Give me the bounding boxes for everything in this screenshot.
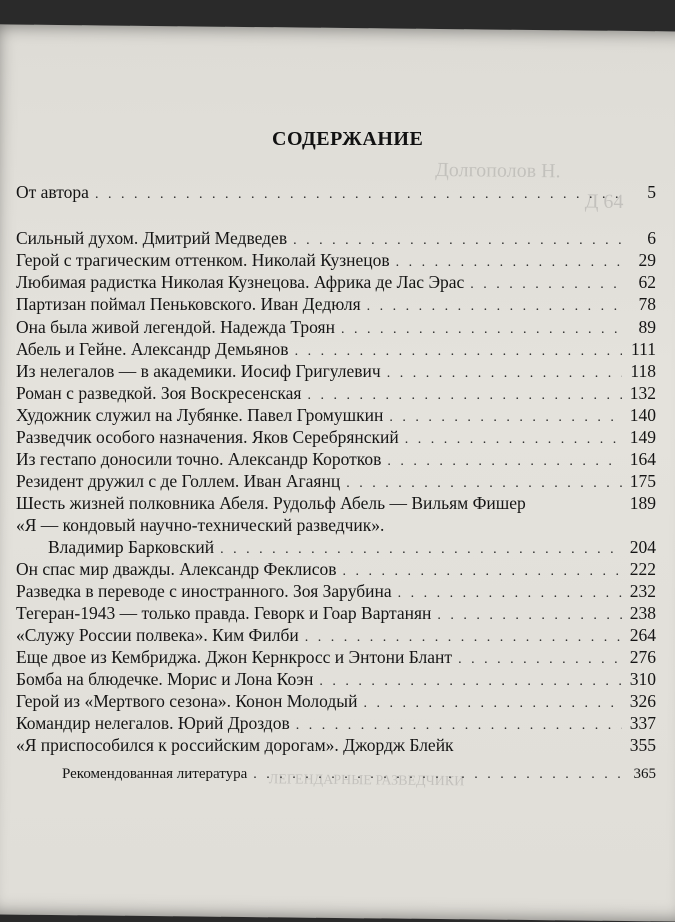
toc-entry-from-author bbox=[16, 182, 656, 206]
toc-entry-title: Разведчик особого назначения. Яков Серебрянский bbox=[16, 427, 399, 447]
toc-page-number: 355 bbox=[629, 735, 656, 755]
toc-page-number: 365 bbox=[633, 766, 656, 782]
toc-entry bbox=[16, 272, 656, 296]
toc-entry-title: Сильный духом. Дмитрий Медведев bbox=[16, 228, 288, 248]
toc-page-number: 149 bbox=[629, 427, 656, 447]
toc-leader-dots bbox=[343, 564, 622, 580]
toc-entry bbox=[16, 228, 656, 252]
toc-leader-dots bbox=[305, 630, 622, 646]
toc-leader-dots bbox=[293, 233, 622, 249]
toc-page-number: 62 bbox=[638, 272, 656, 292]
toc-page-number: 238 bbox=[629, 603, 656, 623]
toc-entry bbox=[16, 647, 656, 671]
toc-leader-dots bbox=[295, 344, 622, 360]
toc-entry bbox=[48, 537, 656, 561]
toc-entry-title: Рекомендованная литература bbox=[62, 766, 248, 782]
toc-leader-dots bbox=[387, 366, 622, 382]
toc-entry bbox=[16, 713, 656, 737]
toc-page-number: 276 bbox=[629, 647, 656, 667]
toc-entry bbox=[16, 559, 656, 583]
toc-leader-dots bbox=[95, 187, 622, 203]
toc-entry-references bbox=[62, 766, 656, 790]
toc-entry bbox=[16, 383, 656, 407]
toc-leader-dots bbox=[341, 322, 622, 338]
toc-page-number: 78 bbox=[638, 294, 656, 314]
toc-leader-dots bbox=[387, 454, 622, 470]
toc-entry bbox=[16, 625, 656, 649]
toc-entry bbox=[16, 493, 656, 517]
toc-leader-dots bbox=[458, 652, 622, 668]
toc-leader-dots bbox=[363, 696, 622, 712]
toc-entry bbox=[16, 427, 656, 451]
toc-page-number: 232 bbox=[629, 581, 656, 601]
page-title: СОДЕРЖАНИЕ bbox=[272, 128, 424, 150]
toc-page-number: 326 bbox=[629, 691, 656, 711]
toc-leader-dots bbox=[307, 388, 622, 404]
toc-leader-dots bbox=[296, 718, 622, 734]
toc-entry bbox=[16, 405, 656, 429]
toc-entry bbox=[16, 515, 656, 539]
bleed-through-text: Долгополов Н. bbox=[435, 158, 561, 183]
toc-entry bbox=[16, 735, 656, 759]
toc-entry-title: Тегеран-1943 — только правда. Геворк и Гоар Вартанян bbox=[16, 603, 432, 623]
toc-leader-dots bbox=[396, 255, 622, 271]
toc-page-number: 264 bbox=[629, 625, 656, 645]
toc-entry bbox=[16, 339, 656, 363]
toc-entry-title: Разведка в переводе с иностранного. Зоя Зарубина bbox=[16, 581, 392, 601]
toc-page-number: 310 bbox=[629, 669, 656, 689]
toc-page-number: 118 bbox=[630, 361, 656, 381]
toc-entry-title: От автора bbox=[16, 182, 89, 202]
toc-entry-title: Партизан поймал Пеньковского. Иван Дедюля bbox=[16, 294, 361, 314]
toc-page-number: 189 bbox=[629, 493, 656, 513]
toc-entry-title: Шесть жизней полковника Абеля. Рудольф Абель — Вильям Фишер bbox=[16, 493, 526, 513]
toc-entry-title: Он спас мир дважды. Александр Феклисов bbox=[16, 559, 337, 579]
toc-entry-title: Любимая радистка Николая Кузнецова. Африка де Лас Эрас bbox=[16, 272, 465, 292]
toc-page-number: 5 bbox=[647, 182, 656, 202]
toc-entry-title: Командир нелегалов. Юрий Дроздов bbox=[16, 713, 290, 733]
toc-page-number: 6 bbox=[647, 228, 656, 248]
toc-page-number: 111 bbox=[631, 339, 656, 359]
toc-entry bbox=[16, 294, 656, 318]
toc-entry-title: Она была живой легендой. Надежда Троян bbox=[16, 317, 335, 337]
toc-leader-dots bbox=[367, 299, 622, 315]
toc-leader-dots bbox=[398, 586, 622, 602]
toc-page-number: 164 bbox=[629, 449, 656, 469]
toc-entry bbox=[16, 471, 656, 495]
toc-entry-title: Владимир Барковский bbox=[48, 537, 215, 557]
toc-entry bbox=[16, 449, 656, 473]
bleed-through-text: Д 64 bbox=[584, 190, 624, 213]
toc-entry-title: «Служу России полвека». Ким Филби bbox=[16, 625, 299, 645]
toc-entry-title: Герой из «Мертвого сезона». Конон Молодый bbox=[16, 691, 358, 711]
toc-page-number: 89 bbox=[638, 317, 656, 337]
toc-page-number: 140 bbox=[629, 405, 656, 425]
toc-entry bbox=[16, 669, 656, 693]
toc-page-number: 337 bbox=[629, 713, 656, 733]
toc-entry-title: «Я приспособился к российским дорогам». Джордж Блейк bbox=[16, 735, 454, 755]
toc-leader-dots bbox=[437, 608, 622, 624]
toc-leader-dots bbox=[319, 674, 622, 690]
toc-entry-title: Бомба на блюдечке. Морис и Лона Коэн bbox=[16, 669, 314, 689]
toc-page-number: 222 bbox=[629, 559, 656, 579]
toc-entry bbox=[16, 250, 656, 274]
toc-entry bbox=[16, 691, 656, 715]
toc-entry-title: Резидент дружил с де Голлем. Иван Агаянц bbox=[16, 471, 341, 491]
toc-entry-title: Роман с разведкой. Зоя Воскресенская bbox=[16, 383, 302, 403]
toc-page-number: 204 bbox=[629, 537, 656, 557]
toc-entry bbox=[16, 361, 656, 385]
toc-entry bbox=[16, 581, 656, 605]
toc-entry bbox=[16, 603, 656, 627]
toc-page-number: 175 bbox=[629, 471, 656, 491]
toc-leader-dots bbox=[470, 277, 622, 293]
toc-entry-title: Из гестапо доносили точно. Александр Коротков bbox=[16, 449, 382, 469]
toc-page-number: 132 bbox=[629, 383, 656, 403]
toc-leader-dots bbox=[253, 767, 622, 783]
toc-entry-title: Абель и Гейне. Александр Демьянов bbox=[16, 339, 289, 359]
toc-entry bbox=[16, 317, 656, 341]
toc-entry-title: Герой с трагическим оттенком. Николай Кузнецов bbox=[16, 250, 390, 270]
toc-page-number: 29 bbox=[638, 250, 656, 270]
toc-entry-title: «Я — кондовый научно-технический разведчик». bbox=[16, 515, 385, 535]
toc-leader-dots bbox=[389, 410, 622, 426]
bleed-through-text: ЛЕГЕНДАРНЫЕ РАЗВЕДЧИКИ bbox=[268, 772, 465, 790]
toc-entry-title: Из нелегалов — в академики. Иосиф Григулевич bbox=[16, 361, 381, 381]
toc-leader-dots bbox=[405, 432, 622, 448]
toc-leader-dots bbox=[346, 476, 622, 492]
toc-entry-title: Художник служил на Лубянке. Павел Громушкин bbox=[16, 405, 384, 425]
toc-leader-dots bbox=[220, 542, 622, 558]
toc-entry-title: Еще двое из Кембриджа. Джон Кернкросс и Энтони Блант bbox=[16, 647, 453, 667]
